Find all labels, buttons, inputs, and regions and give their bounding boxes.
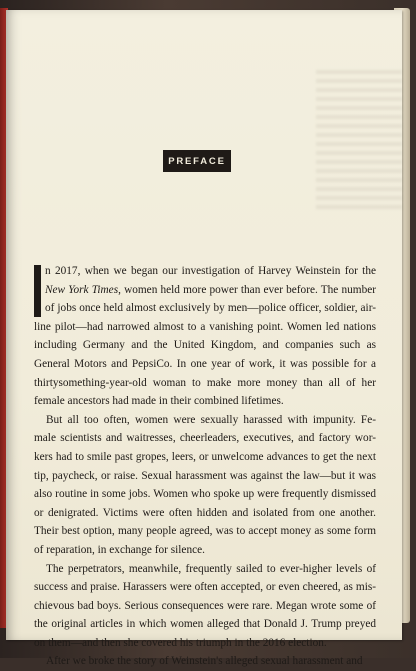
show-through-text [316, 70, 402, 210]
text-line: kers had to smile past gropes, leers, or unwelcome advances to get the next [34, 450, 376, 463]
text-line: n 2017, when we began our investigation of Harvey Weinstein for the [45, 265, 376, 277]
preface-body [34, 262, 376, 671]
text-line: or denigrated. Victims were often hidden and isolated from one another. [34, 506, 376, 519]
text-line: General Motors and PepsiCo. In one year of work, it was possible for a [34, 357, 376, 370]
text-line: on them—and then she covered his triumph in the 2016 election. [34, 636, 327, 649]
text-line: tip, paycheck, or raise. Sexual harassment was against the law—but it was [34, 469, 376, 482]
text-line: chievous bad boys. Serious consequences were rare. Megan wrote some of [34, 599, 376, 612]
text-line: female ancestors had made in their combined lifetimes. [34, 395, 284, 408]
text-line: The perpetrators, meanwhile, frequently sailed to ever-higher levels of [46, 562, 376, 575]
text-line: thirtysomething-year-old woman to make more money than all of her [34, 376, 376, 389]
text-line: male scientists and waitresses, cheerleaders, executives, and factory wor- [34, 432, 376, 445]
text-line: But all too often, women were sexually harassed with impunity. Fe- [46, 413, 376, 426]
text-line: including Germany and the United Kingdom, and companies such as [34, 339, 376, 352]
text-line: New York Times, women held more power than ever before. The number [45, 283, 376, 296]
preface-heading-text: PREFACE [168, 155, 226, 167]
preface-heading [163, 150, 231, 172]
text-line: success and praise. Harassers were often accepted, or even cheered, as mis- [34, 581, 376, 594]
publication-name: New York Times [45, 283, 119, 296]
text-line: of reparation, in exchange for silence. [34, 543, 205, 556]
text-line: After we broke the story of Weinstein's alleged sexual harassment and [46, 655, 363, 668]
text-line: line pilot—had narrowed almost to a vanishing point. Women led nations [34, 320, 376, 333]
text-line: also routine in some jobs. Women who spoke up were frequently dismissed [34, 488, 376, 501]
text-line: the original articles in which women alleged that Donald J. Trump preyed [34, 618, 376, 631]
text-line: of jobs once held almost exclusively by men—police officer, soldier, air- [45, 302, 376, 315]
text-line: Their best option, many people agreed, was to accept money as some form [34, 525, 376, 538]
